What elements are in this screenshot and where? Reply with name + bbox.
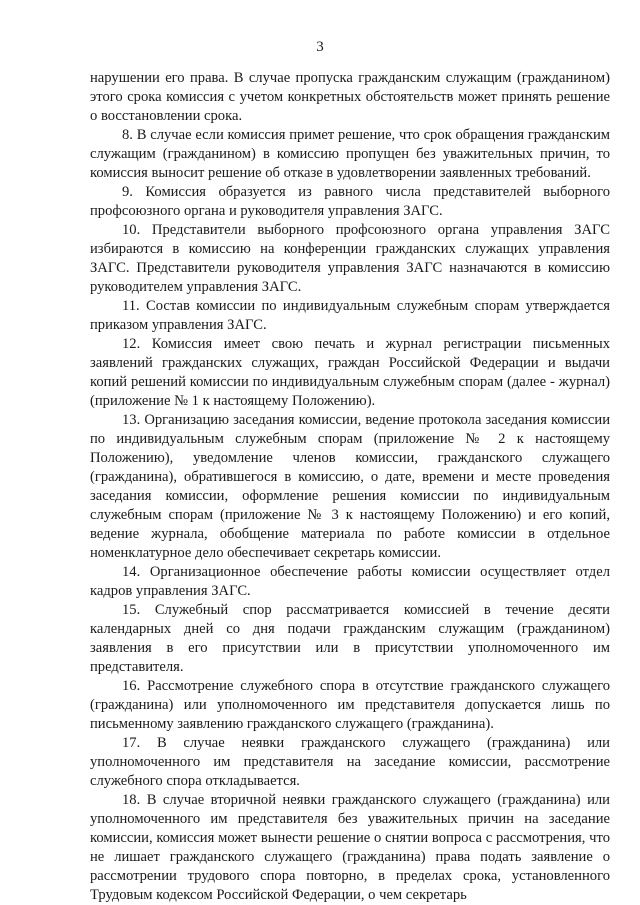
paragraph-9: 9. Комиссия образуется из равного числа представителей выборного профсоюзного органа и руководителя управления ЗАГС.: [90, 184, 610, 219]
document-body: [90, 69, 610, 905]
paragraph-13: 13. Организацию заседания комиссии, ведение протокола заседания комиссии по индивидуальным служебным спорам (приложение № 2 к настоящему Положению), уведомление членов комиссии, гражданского служащего (гражданина), обратившегося в комиссию, о дате, времени и месте проведения заседания комиссии, оформление решения комиссии по индивидуальным служебным спорам (приложение № 3 к настоящему Положению) и его копий, ведение журнала, обобщение материала по работе комиссии в отдельное номенклатурное дело обеспечивает секретарь комиссии.: [90, 412, 610, 561]
paragraph-10: 10. Представители выборного профсоюзного органа управления ЗАГС избираются в комиссию на конференции гражданских служащих управления ЗАГС. Представители руководителя управления ЗАГС назначаются в комиссию руководителем управления ЗАГС.: [90, 222, 610, 295]
paragraph-continuation: нарушении его права. В случае пропуска гражданским служащим (гражданином) этого срока комиссия с учетом конкретных обстоятельств может принять решение о восстановлении срока.: [90, 70, 610, 124]
paragraph-15: 15. Служебный спор рассматривается комиссией в течение десяти календарных дней со дня подачи гражданским служащим (гражданином) заявления в его присутствии или в присутствии уполномоченного им представителя.: [90, 602, 610, 675]
paragraph-17: 17. В случае неявки гражданского служащего (гражданина) или уполномоченного им представителя на заседание комиссии, рассмотрение служебного спора откладывается.: [90, 735, 610, 789]
paragraph-14: 14. Организационное обеспечение работы комиссии осуществляет отдел кадров управления ЗАГС.: [90, 564, 610, 599]
paragraph-8: 8. В случае если комиссия примет решение, что срок обращения гражданским служащим (гражданином) в комиссию пропущен без уважительных причин, то комиссия выносит решение об отказе в удовлетворении заявленных требований.: [90, 127, 610, 181]
paragraph-18: 18. В случае вторичной неявки гражданского служащего (гражданина) или уполномоченного им представителя без уважительных причин на заседание комиссии, комиссия может вынести решение о снятии вопроса с рассмотрения, что не лишает гражданского служащего (гражданина) права подать заявление о рассмотрении трудового спора повторно, в пределах срока, установленного Трудовым кодексом Российской Федерации, о чем секретарь: [90, 792, 610, 903]
page-number: 3: [316, 39, 324, 55]
paragraph-12: 12. Комиссия имеет свою печать и журнал регистрации письменных заявлений гражданских служащих, граждан Российской Федерации и выдачи копий решений комиссии по индивидуальным служебным спорам (далее - журнал) (приложение № 1 к настоящему Положению).: [90, 336, 610, 409]
paragraph-11: 11. Состав комиссии по индивидуальным служебным спорам утверждается приказом управления ЗАГС.: [90, 298, 610, 333]
paragraph-16: 16. Рассмотрение служебного спора в отсутствие гражданского служащего (гражданина) или уполномоченного им представителя допускается лишь по письменному заявлению гражданского служащего (гражданина).: [90, 678, 610, 732]
